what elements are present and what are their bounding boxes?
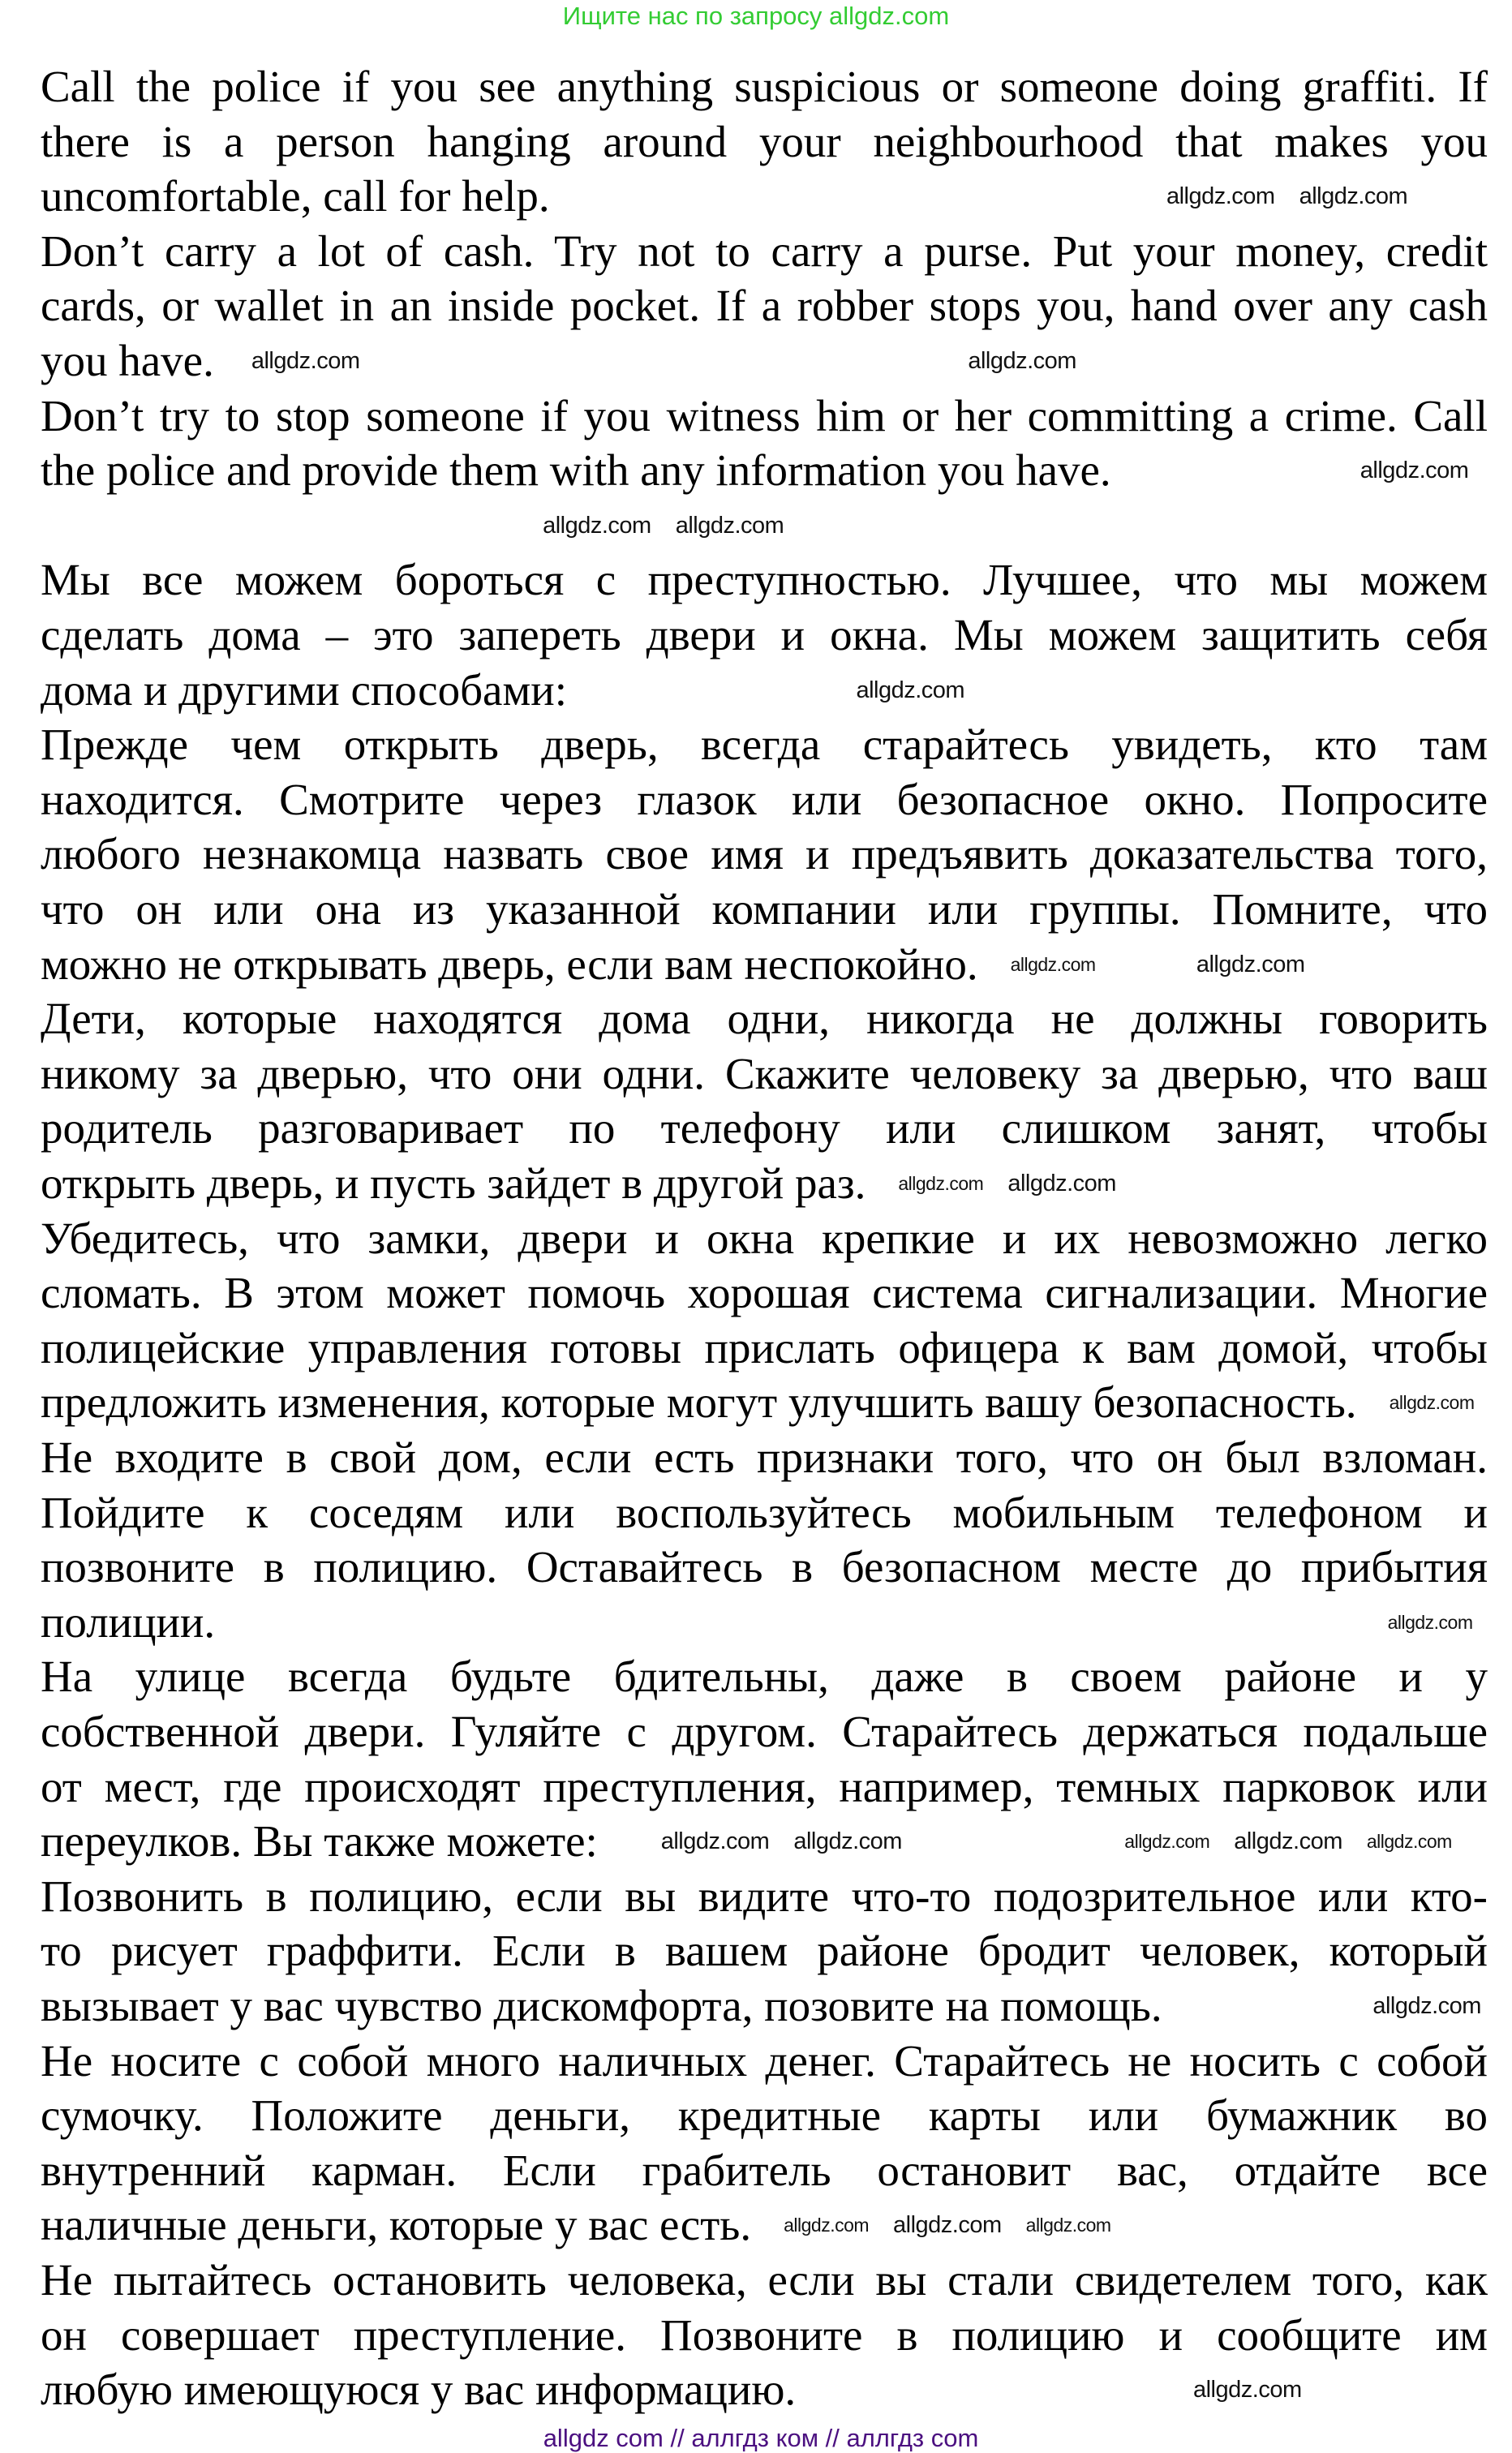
paragraph-5-line: Дети, которые находятся дома одни, никогда не должны говорить [41, 994, 1488, 1044]
paragraph-10-line: наличные деньги, которые у вас есть. [41, 2200, 752, 2250]
watermark-text: allgdz.com [1372, 1993, 1481, 2019]
paragraph-4-line: любого незнакомца назвать свое имя и предъявить доказательства того, [41, 829, 1488, 879]
paragraph-9-line: то рисует граффити. Если в вашем районе бродит человек, который [41, 1926, 1488, 1976]
watermark-text: allgdz.com [1299, 183, 1408, 210]
watermark-text: allgdz.com [1366, 1831, 1452, 1853]
paragraph-6-line: предложить изменения, которые могут улучшить вашу безопасность. [41, 1377, 1357, 1428]
paragraph-0-line: there is a person hanging around your neighbourhood that makes you [41, 116, 1488, 166]
paragraph-4-line: что он или она из указанной компании или группы. Помните, что [41, 884, 1488, 934]
watermark-text: allgdz.com [1192, 2377, 1302, 2404]
paragraph-5-line: открыть дверь, и пусть зайдет в другой раз. [41, 1158, 866, 1208]
footer-banner: allgdz com // аллгдз ком // аллгдз com [543, 2424, 979, 2452]
paragraph-3-line: дома и другими способами: [41, 664, 567, 715]
watermark-text: allgdz.com [1007, 1171, 1116, 1196]
watermark-text: allgdz.com [1124, 1831, 1210, 1853]
paragraph-3-line: сделать дома – это запереть двери и окна. Мы можем защитить себя [41, 610, 1488, 659]
paragraph-4-line: можно не открывать дверь, если вам неспокойно. [41, 939, 978, 989]
watermark-text: allgdz.com [543, 512, 651, 539]
paragraph-0-line: uncomfortable, call for help. [41, 171, 550, 221]
watermark-text: allgdz.com [1387, 1611, 1473, 1633]
paragraph-8-line: собственной двери. Гуляйте с другом. Старайтесь держаться подальше [41, 1707, 1488, 1756]
watermark-text: allgdz.com [1025, 2215, 1111, 2236]
watermark-text: allgdz.com [784, 2215, 870, 2236]
watermark-text: allgdz.com [1196, 951, 1305, 977]
paragraph-7-line: позвоните в полицию. Оставайтесь в безопасном месте до прибытия [41, 1542, 1488, 1592]
watermark-text: allgdz.com [1010, 953, 1096, 975]
paragraph-7-line: Пойдите к соседям или воспользуйтесь мобильным телефоном и [41, 1487, 1488, 1537]
paragraph-1-line: Don’t carry a lot of cash. Try not to carry a purse. Put your money, credit [41, 226, 1488, 276]
watermark-text: allgdz.com [1360, 458, 1469, 484]
paragraph-2-line: the police and provide them with any information you have. [41, 445, 1111, 496]
paragraph-9-line: вызывает у вас чувство дискомфорта, позовите на помощь. [41, 1981, 1162, 2030]
paragraph-1-line: cards, or wallet in an inside pocket. If a robber stops you, hand over any cash [41, 281, 1488, 331]
watermark-text: allgdz.com [793, 1828, 902, 1855]
paragraph-4-line: находится. Смотрите через глазок или безопасное окно. Попросите [41, 774, 1488, 824]
paragraph-7-line: Не входите в свой дом, если есть признаки того, что он был взломан. [41, 1433, 1488, 1482]
watermark-text: allgdz.com [660, 1828, 770, 1855]
paragraph-0-line: Call the police if you see anything suspicious or someone doing graffiti. If [41, 62, 1488, 111]
paragraph-6-line: полицейские управления готовы прислать офицера к вам домой, чтобы [41, 1322, 1488, 1373]
paragraph-7-line: полиции. [41, 1596, 216, 1647]
paragraph-10-line: Не носите с собой много наличных денег. Старайтесь не носить с собой [41, 2035, 1488, 2086]
paragraph-11-line: он совершает преступление. Позвоните в полицию и сообщите им [41, 2309, 1488, 2360]
paragraph-10-line: сумочку. Положите деньги, кредитные карты или бумажник во [41, 2090, 1488, 2141]
paragraph-6-line: Убедитесь, что замки, двери и окна крепкие и их невозможно легко [41, 1213, 1488, 1263]
paragraph-6-line: сломать. В этом может помочь хорошая система сигнализации. Многие [41, 1268, 1488, 1318]
watermark-text: allgdz.com [1389, 1392, 1475, 1414]
paragraph-1-line: you have. [41, 336, 214, 385]
paragraph-2-line: Don’t try to stop someone if you witness him or her committing a crime. Call [41, 390, 1488, 440]
watermark-text: allgdz.com [893, 2212, 1002, 2239]
paragraph-8-line: от мест, где происходят преступления, например, темных парковок или [41, 1761, 1488, 1811]
header-banner: Ищите нас по запросу allgdz.com [562, 2, 950, 30]
paragraph-11-line: Не пытайтесь остановить человека, если вы стали свидетелем того, как [41, 2255, 1488, 2305]
watermark-text: allgdz.com [856, 677, 965, 703]
paragraph-10-line: внутренний карман. Если грабитель остановит вас, отдайте все [41, 2145, 1488, 2195]
paragraph-3-line: Мы все можем бороться с преступностью. Лучшее, что мы можем [41, 555, 1488, 605]
watermark-text: allgdz.com [675, 512, 784, 539]
watermark-text: allgdz.com [1166, 183, 1275, 210]
watermark-text: allgdz.com [968, 348, 1076, 374]
paragraph-5-line: никому за дверью, что они одни. Скажите человеку за дверью, что ваш [41, 1048, 1488, 1098]
watermark-text: allgdz.com [898, 1173, 984, 1194]
paragraph-5-line: родитель разговаривает по телефону или слишком занят, чтобы [41, 1103, 1488, 1153]
paragraph-4-line: Прежде чем открыть дверь, всегда старайтесь увидеть, кто там [41, 720, 1488, 770]
paragraph-8-line: На улице всегда будьте бдительны, даже в своем районе и у [41, 1652, 1488, 1702]
paragraph-8-line: переулков. Вы также можете: [41, 1816, 598, 1867]
watermark-text: allgdz.com [251, 348, 360, 374]
paragraph-9-line: Позвонить в полицию, если вы видите что-то подозрительное или кто- [41, 1871, 1488, 1921]
watermark-text: allgdz.com [1234, 1828, 1342, 1855]
paragraph-11-line: любую имеющуюся у вас информацию. [41, 2365, 797, 2415]
